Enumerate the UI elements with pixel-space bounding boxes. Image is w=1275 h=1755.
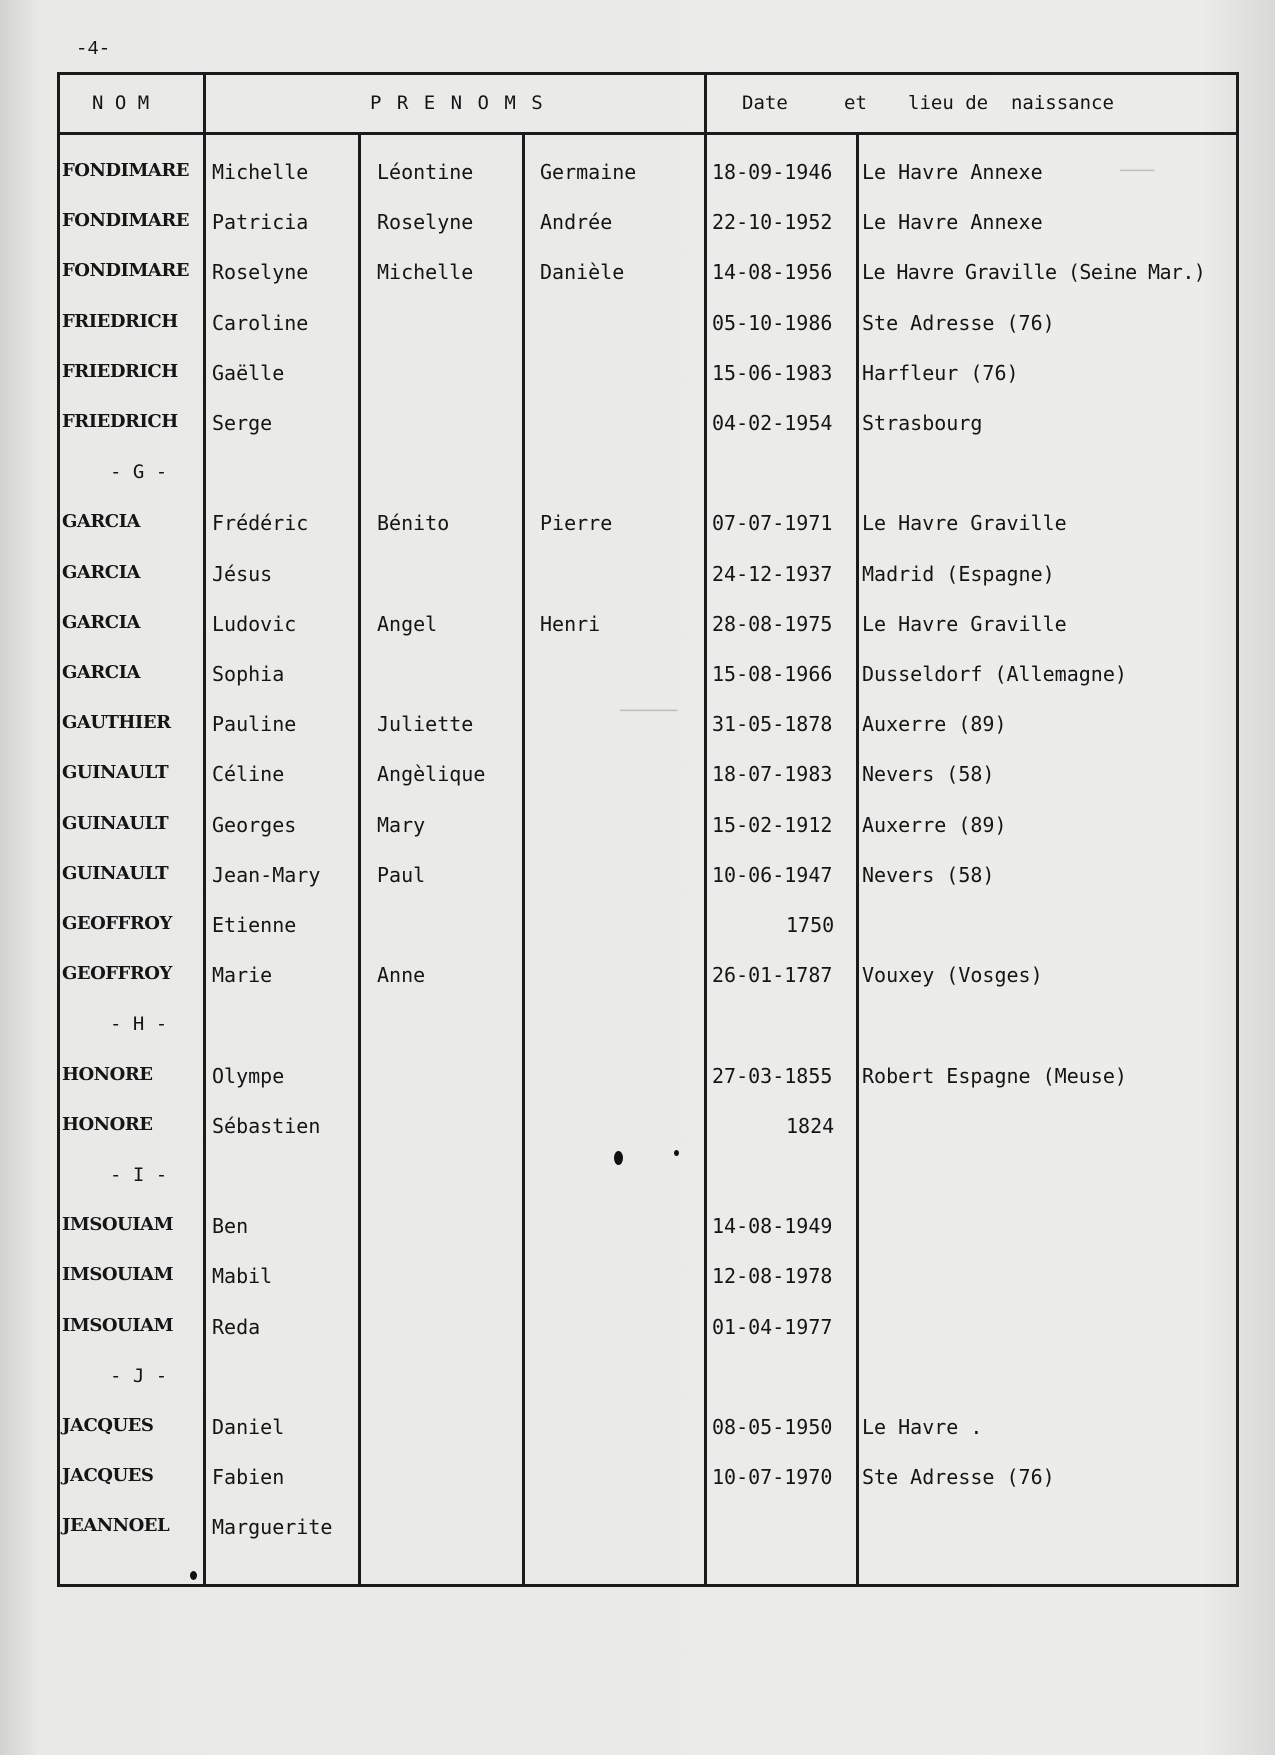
cell-date: 04-02-1954 (712, 411, 833, 435)
section-letter: - H - (110, 1013, 168, 1035)
cell-prenom1: Céline (212, 762, 285, 786)
header-divider (58, 132, 1238, 135)
section-letter: - J - (110, 1365, 168, 1387)
cell-lieu: Harfleur (76) (862, 361, 1019, 385)
cell-prenom3: Andrée (540, 210, 613, 234)
cell-date: 10-07-1970 (712, 1465, 833, 1489)
cell-prenom1: Ludovic (212, 612, 297, 636)
ink-speck (614, 1151, 623, 1165)
cell-lieu: Robert Espagne (Meuse) (862, 1064, 1127, 1088)
cell-date: 18-07-1983 (712, 762, 833, 786)
cell-prenom1: Marie (212, 963, 273, 987)
cell-nom: GAUTHIER (62, 712, 171, 733)
header-lieu: lieu de naissance (908, 92, 1114, 114)
cell-prenom1: Pauline (212, 712, 297, 736)
cell-date: 22-10-1952 (712, 210, 833, 234)
cell-nom: JACQUES (62, 1415, 154, 1436)
cell-prenom2: Angèlique (377, 762, 486, 786)
cell-nom: GUINAULT (62, 813, 169, 834)
cell-lieu: Ste Adresse (76) (862, 311, 1055, 335)
cell-prenom3: Henri (540, 612, 601, 636)
cell-nom: FONDIMARE (62, 210, 190, 231)
cell-date: 18-09-1946 (712, 160, 833, 184)
column-line-date (704, 72, 707, 1587)
ink-speck (190, 1571, 197, 1580)
cell-prenom1: Georges (212, 813, 297, 837)
cell-nom: GEOFFROY (62, 913, 172, 934)
cell-date: 05-10-1986 (712, 311, 833, 335)
cell-nom: GARCIA (62, 662, 141, 683)
column-line-prenom2 (358, 135, 361, 1587)
cell-date: 1750 (786, 913, 835, 937)
bleed-through-mark: ─── (1120, 160, 1155, 182)
cell-date: 1824 (786, 1114, 835, 1138)
column-line-prenom3 (522, 135, 525, 1587)
cell-lieu: Ste Adresse (76) (862, 1465, 1055, 1489)
cell-prenom1: Michelle (212, 160, 309, 184)
cell-prenom1: Serge (212, 411, 273, 435)
cell-nom: IMSOUIAM (62, 1315, 174, 1336)
header-et: et (844, 92, 867, 114)
cell-nom: FONDIMARE (62, 160, 190, 181)
cell-nom: GUINAULT (62, 762, 169, 783)
header-date: Date (742, 92, 788, 114)
cell-prenom1: Gaëlle (212, 361, 285, 385)
cell-nom: GARCIA (62, 511, 141, 532)
cell-lieu: Auxerre (89) (862, 813, 1007, 837)
cell-date: 31-05-1878 (712, 712, 833, 736)
cell-date: 28-08-1975 (712, 612, 833, 636)
cell-date: 10-06-1947 (712, 863, 833, 887)
cell-prenom1: Sébastien (212, 1114, 321, 1138)
cell-prenom2: Roselyne (377, 210, 474, 234)
cell-nom: GEOFFROY (62, 963, 172, 984)
cell-date: 07-07-1971 (712, 511, 833, 535)
page-number: -4- (76, 38, 111, 60)
cell-prenom1: Frédéric (212, 511, 309, 535)
cell-lieu: Vouxey (Vosges) (862, 963, 1043, 987)
header-prenoms: P R E N O M S (370, 92, 545, 114)
cell-nom: FRIEDRICH (62, 411, 178, 432)
cell-prenom2: Angel (377, 612, 438, 636)
cell-lieu: Le Havre Graville (862, 612, 1067, 636)
cell-prenom1: Sophia (212, 662, 285, 686)
cell-prenom1: Roselyne (212, 260, 309, 284)
cell-nom: FRIEDRICH (62, 361, 178, 382)
cell-nom: IMSOUIAM (62, 1214, 174, 1235)
cell-date: 08-05-1950 (712, 1415, 833, 1439)
cell-date: 15-08-1966 (712, 662, 833, 686)
cell-date: 14-08-1956 (712, 260, 833, 284)
cell-prenom2: Bénito (377, 511, 450, 535)
cell-date: 12-08-1978 (712, 1264, 833, 1288)
cell-nom: HONORE (62, 1114, 153, 1135)
cell-date: 26-01-1787 (712, 963, 833, 987)
cell-lieu: Le Havre Graville (Seine Mar.) (862, 260, 1206, 284)
cell-prenom2: Paul (377, 863, 426, 887)
cell-prenom3: Germaine (540, 160, 637, 184)
cell-prenom3: Danièle (540, 260, 625, 284)
section-letter: - G - (110, 461, 168, 483)
cell-lieu: Nevers (58) (862, 762, 995, 786)
cell-date: 01-04-1977 (712, 1315, 833, 1339)
cell-nom: GUINAULT (62, 863, 169, 884)
cell-prenom1: Patricia (212, 210, 309, 234)
header-nom: N O M (92, 92, 150, 114)
cell-lieu: Le Havre Annexe (862, 160, 1043, 184)
cell-prenom1: Daniel (212, 1415, 285, 1439)
cell-prenom1: Jean-Mary (212, 863, 321, 887)
column-line-nom (203, 72, 206, 1587)
cell-lieu: Auxerre (89) (862, 712, 1007, 736)
cell-lieu: Madrid (Espagne) (862, 562, 1055, 586)
cell-nom: IMSOUIAM (62, 1264, 174, 1285)
cell-date: 15-06-1983 (712, 361, 833, 385)
cell-lieu: Le Havre Graville (862, 511, 1067, 535)
cell-prenom1: Ben (212, 1214, 249, 1238)
cell-prenom1: Caroline (212, 311, 309, 335)
column-line-lieu (856, 135, 859, 1587)
cell-date: 27-03-1855 (712, 1064, 833, 1088)
section-letter: - I - (110, 1164, 168, 1186)
cell-nom: JEANNOEL (62, 1515, 170, 1536)
cell-prenom2: Mary (377, 813, 426, 837)
cell-lieu: Strasbourg (862, 411, 983, 435)
cell-prenom1: Olympe (212, 1064, 285, 1088)
cell-prenom1: Mabil (212, 1264, 273, 1288)
cell-nom: FRIEDRICH (62, 311, 178, 332)
ink-speck (674, 1150, 679, 1156)
cell-prenom1: Etienne (212, 913, 297, 937)
cell-lieu: Le Havre . (862, 1415, 983, 1439)
cell-nom: GARCIA (62, 612, 141, 633)
cell-prenom2: Juliette (377, 712, 474, 736)
cell-date: 14-08-1949 (712, 1214, 833, 1238)
cell-prenom2: Anne (377, 963, 426, 987)
cell-prenom1: Marguerite (212, 1515, 333, 1539)
cell-date: 24-12-1937 (712, 562, 833, 586)
cell-prenom2: Léontine (377, 160, 474, 184)
cell-prenom3: Pierre (540, 511, 613, 535)
cell-lieu: Nevers (58) (862, 863, 995, 887)
cell-nom: FONDIMARE (62, 260, 190, 281)
bleed-through-mark: ───── (620, 700, 678, 722)
cell-lieu: Dusseldorf (Allemagne) (862, 662, 1127, 686)
cell-prenom1: Jésus (212, 562, 273, 586)
cell-date: 15-02-1912 (712, 813, 833, 837)
cell-nom: JACQUES (62, 1465, 154, 1486)
cell-nom: HONORE (62, 1064, 153, 1085)
cell-prenom1: Reda (212, 1315, 261, 1339)
cell-lieu: Le Havre Annexe (862, 210, 1043, 234)
cell-prenom2: Michelle (377, 260, 474, 284)
cell-prenom1: Fabien (212, 1465, 285, 1489)
cell-nom: GARCIA (62, 562, 141, 583)
